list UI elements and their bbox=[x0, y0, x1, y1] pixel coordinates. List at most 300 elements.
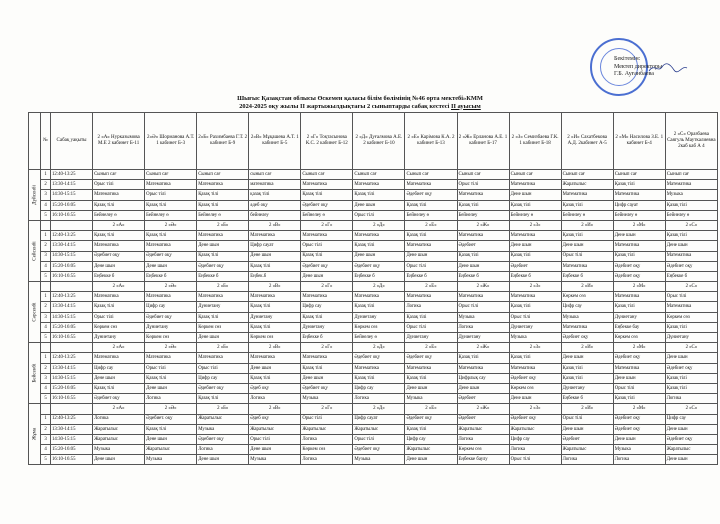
lesson-subject: Бейнелеу ө bbox=[197, 210, 249, 220]
lesson-number: 1 bbox=[41, 414, 51, 424]
class-label: 2 «Е» bbox=[405, 220, 457, 230]
lesson-subject: Цифр сауат bbox=[613, 200, 665, 210]
lesson-number: 4 bbox=[41, 261, 51, 271]
lesson-number: 2 bbox=[41, 302, 51, 312]
lesson-time: 12:40-13:25 bbox=[51, 292, 93, 302]
lesson-subject: Бейнелеу ө bbox=[301, 210, 353, 220]
lesson-subject: Қазақ тілі bbox=[509, 353, 561, 363]
lesson-time: 15:20-16:05 bbox=[51, 261, 93, 271]
lesson-subject: Көркем сөз bbox=[509, 383, 561, 393]
lesson-subject: Цифр сауат bbox=[249, 241, 301, 251]
lesson-subject: Орыс тілі bbox=[405, 322, 457, 332]
lesson-subject: Математика bbox=[457, 231, 509, 241]
lesson-subject: Дене шын bbox=[249, 363, 301, 373]
lesson-subject: Дүниетану bbox=[93, 333, 145, 343]
lesson-subject: Дене шын bbox=[405, 455, 457, 465]
class-label-row bbox=[29, 282, 718, 292]
lesson-subject: Логика bbox=[405, 302, 457, 312]
lesson-subject: Қазақ тілі bbox=[93, 200, 145, 210]
lesson-subject: Көркем сөз bbox=[93, 322, 145, 332]
lesson-subject: Орыс тілі bbox=[145, 363, 197, 373]
lesson-subject: Сынып сағ bbox=[145, 170, 197, 180]
lesson-subject: Дене шын bbox=[145, 434, 197, 444]
lesson-subject: Дене шын bbox=[405, 383, 457, 393]
lesson-subject: Дене шын bbox=[353, 251, 405, 261]
lesson-subject: Қазақ тілі bbox=[93, 302, 145, 312]
class-label: 2 «Б» bbox=[197, 282, 249, 292]
lesson-subject: Математика bbox=[509, 363, 561, 373]
lesson-row bbox=[29, 170, 718, 180]
lesson-subject: Математика bbox=[353, 363, 405, 373]
class-label: 2 «З» bbox=[509, 343, 561, 353]
lesson-subject: Дүниетану bbox=[145, 322, 197, 332]
lesson-subject: Математика bbox=[509, 231, 561, 241]
lesson-subject: Жаратылыс bbox=[249, 424, 301, 434]
lesson-subject: Логика bbox=[561, 455, 613, 465]
lesson-subject: Қазақ тілі bbox=[145, 424, 197, 434]
empty-cell bbox=[51, 220, 93, 230]
empty-cell bbox=[41, 343, 51, 353]
lesson-subject: Математика bbox=[613, 292, 665, 302]
day-cell bbox=[29, 170, 41, 221]
lesson-subject: Қазақ тілі bbox=[509, 200, 561, 210]
lesson-subject: Әдебиет оқу bbox=[93, 394, 145, 404]
lesson-subject: Жаратылыс bbox=[301, 424, 353, 434]
lesson-subject: Музыка bbox=[457, 312, 509, 322]
lesson-number: 1 bbox=[41, 170, 51, 180]
lesson-subject: Дене шын bbox=[197, 333, 249, 343]
class-label: 2 «Д» bbox=[353, 282, 405, 292]
lesson-subject: Дене шын bbox=[613, 231, 665, 241]
day-cell bbox=[29, 220, 41, 281]
lesson-subject: Қазақ тілі bbox=[613, 251, 665, 261]
lesson-subject: Цифр сау bbox=[301, 302, 353, 312]
lesson-subject: Қазақ тілі bbox=[353, 190, 405, 200]
lesson-subject: Музыка bbox=[405, 394, 457, 404]
lesson-subject: Музыка bbox=[93, 445, 145, 455]
class-label: 2 «Ж» bbox=[457, 404, 509, 414]
lesson-subject: Қазақ тілі bbox=[93, 231, 145, 241]
lesson-subject: Математика bbox=[561, 190, 613, 200]
lesson-subject: Қазақ тілі bbox=[145, 373, 197, 383]
class-label: 2 «И» bbox=[561, 343, 613, 353]
lesson-subject: Дене шын bbox=[457, 261, 509, 271]
lesson-subject: Математика bbox=[197, 231, 249, 241]
lesson-subject: Көркем сөз bbox=[457, 445, 509, 455]
lesson-subject: Әдебиет оқу bbox=[405, 190, 457, 200]
lesson-subject: Еңбекке б bbox=[561, 271, 613, 281]
lesson-subject: Дене шын bbox=[665, 455, 717, 465]
lesson-subject: Дене шын bbox=[509, 241, 561, 251]
lesson-subject: математика bbox=[249, 180, 301, 190]
class-label: 2 «Е» bbox=[405, 282, 457, 292]
lesson-subject: Математика bbox=[353, 231, 405, 241]
lesson-subject: Математика bbox=[301, 292, 353, 302]
lesson-number: 3 bbox=[41, 312, 51, 322]
lesson-subject: Қазақ тілі bbox=[353, 302, 405, 312]
empty-cell bbox=[51, 282, 93, 292]
lesson-subject: Дене шын bbox=[665, 353, 717, 363]
lesson-subject: Математика bbox=[301, 231, 353, 241]
lesson-row bbox=[29, 190, 718, 200]
lesson-row bbox=[29, 200, 718, 210]
lesson-subject: Бейнелеу ө bbox=[665, 210, 717, 220]
class-header: 2 «А» Нурказымова М.Е 2 кабинет Б-11 bbox=[93, 113, 145, 170]
lesson-row bbox=[29, 383, 718, 393]
class-label: 2 «В» bbox=[249, 343, 301, 353]
class-label: 2 «Ә» bbox=[145, 220, 197, 230]
lesson-subject: Көркем сөз bbox=[353, 322, 405, 332]
lesson-subject: Орыс тілі bbox=[509, 312, 561, 322]
lesson-subject: Музыка bbox=[561, 312, 613, 322]
lesson-subject: Еңбекке бау bbox=[613, 322, 665, 332]
lesson-row bbox=[29, 251, 718, 261]
lesson-subject: Қазақ тілі bbox=[249, 373, 301, 383]
lesson-subject: Математика bbox=[405, 363, 457, 373]
lesson-subject: Әдебиет оқу bbox=[405, 353, 457, 363]
approval-block bbox=[590, 38, 718, 102]
lesson-subject: бейнелеу bbox=[249, 210, 301, 220]
lesson-subject: Музыка bbox=[509, 333, 561, 343]
lesson-subject: Дене шын bbox=[301, 373, 353, 383]
lesson-subject: Сынып сағ bbox=[457, 170, 509, 180]
lesson-row bbox=[29, 445, 718, 455]
lesson-subject: Еңбекке б bbox=[353, 271, 405, 281]
class-label: 2 «Д» bbox=[353, 404, 405, 414]
lesson-subject: Музыка bbox=[145, 455, 197, 465]
lesson-subject: Әдеб оқу bbox=[249, 383, 301, 393]
lesson-subject: Бейнелеу ө bbox=[145, 210, 197, 220]
lesson-subject: Еңбекке б bbox=[665, 271, 717, 281]
header-row bbox=[29, 113, 718, 170]
schedule-sheet bbox=[28, 112, 718, 465]
lesson-subject: Логика bbox=[197, 445, 249, 455]
lesson-time: 14:30-15:15 bbox=[51, 434, 93, 444]
lesson-subject: Қазақ тілі bbox=[665, 322, 717, 332]
lesson-subject: Қазақ тілі bbox=[457, 251, 509, 261]
lesson-subject: Көркем сөз bbox=[561, 292, 613, 302]
lesson-subject: Дене шын bbox=[93, 373, 145, 383]
lesson-subject: Логика bbox=[457, 322, 509, 332]
lesson-subject: Әдебиет оқу bbox=[665, 363, 717, 373]
empty-cell bbox=[51, 343, 93, 353]
lesson-subject: Цифр сау bbox=[405, 434, 457, 444]
lesson-subject: Жаратылыс bbox=[665, 445, 717, 455]
lesson-time: 16:10-16:55 bbox=[51, 455, 93, 465]
lesson-subject: Математика bbox=[457, 363, 509, 373]
class-label: 2 «Ж» bbox=[457, 282, 509, 292]
lesson-subject: Цифр сау bbox=[197, 373, 249, 383]
lesson-subject: Қазақ тілі bbox=[457, 353, 509, 363]
lesson-subject: Математика bbox=[249, 292, 301, 302]
lesson-subject: Математика bbox=[613, 190, 665, 200]
day-name: Бейсенбі bbox=[31, 363, 37, 383]
lesson-subject: Әдебиет оқу bbox=[301, 383, 353, 393]
lesson-subject: Қазақ тілі bbox=[561, 363, 613, 373]
lesson-subject: Дүниетану bbox=[613, 312, 665, 322]
class-label: 2 «З» bbox=[509, 220, 561, 230]
class-label: 2 «Ж» bbox=[457, 343, 509, 353]
lesson-time: 13:30-14:15 bbox=[51, 363, 93, 373]
class-header: 2 «Д» Дуғалмова А.Е. 2 кабинет Б-10 bbox=[353, 113, 405, 170]
lesson-subject: Көркем сөз bbox=[665, 312, 717, 322]
lesson-subject: Орыс тілі bbox=[145, 190, 197, 200]
class-header: 2 «Ж» Ерланова А.Е. 1 кабинет Б-17 bbox=[457, 113, 509, 170]
lesson-subject: Цифр сау bbox=[353, 383, 405, 393]
lesson-row bbox=[29, 180, 718, 190]
lesson-subject: Әдебиет оқу bbox=[613, 261, 665, 271]
lesson-subject: Әдебиет оқу bbox=[353, 353, 405, 363]
lesson-subject: Әдебиет оқу bbox=[613, 424, 665, 434]
lesson-subject: Әдебиет. оқу bbox=[145, 414, 197, 424]
lesson-number: 5 bbox=[41, 271, 51, 281]
lesson-subject: Қазақ тілі bbox=[405, 200, 457, 210]
lesson-subject: Музыка bbox=[353, 455, 405, 465]
lesson-subject: Әдебиет оқу bbox=[561, 333, 613, 343]
lesson-subject: Орыс тілі bbox=[353, 434, 405, 444]
lesson-row bbox=[29, 394, 718, 404]
lesson-subject: Математика bbox=[665, 180, 717, 190]
lesson-subject: Қазақ тілі bbox=[509, 251, 561, 261]
lesson-time: 16:10-16:55 bbox=[51, 394, 93, 404]
title-line-1: Шығыс Қазақстан облысы Өскемен қаласы білім бөлімінің №46 орта мектебі»КММ bbox=[237, 95, 483, 102]
lesson-subject: Қазақ тілі bbox=[353, 373, 405, 383]
lesson-subject: Көркем сөз bbox=[197, 322, 249, 332]
lesson-time: 16:10-16:55 bbox=[51, 210, 93, 220]
lesson-subject: Әдебиет bbox=[457, 414, 509, 424]
lesson-subject: Логика bbox=[613, 455, 665, 465]
class-label: 2 «Б» bbox=[197, 220, 249, 230]
lesson-row bbox=[29, 261, 718, 271]
lesson-subject: Көркем сөз bbox=[613, 333, 665, 343]
lesson-subject: Әдебиет оқу bbox=[405, 414, 457, 424]
lesson-subject: Қазақ тілі bbox=[405, 424, 457, 434]
empty-cell bbox=[51, 404, 93, 414]
class-label-row bbox=[29, 220, 718, 230]
lesson-subject: Математика bbox=[197, 353, 249, 363]
lesson-time: 13:30-14:15 bbox=[51, 302, 93, 312]
lesson-subject: Еңбекке б bbox=[301, 333, 353, 343]
lesson-subject: әдеб оқу bbox=[249, 200, 301, 210]
lesson-subject: Логика bbox=[353, 394, 405, 404]
lesson-subject: Дүниетану bbox=[665, 333, 717, 343]
lesson-subject: Математика bbox=[197, 180, 249, 190]
empty-cell bbox=[41, 220, 51, 230]
lesson-time: 16:10-16:55 bbox=[51, 333, 93, 343]
lesson-subject: Орыс тілі bbox=[457, 302, 509, 312]
lesson-subject: Қазақ тілі bbox=[301, 312, 353, 322]
lesson-subject: Дене шын bbox=[665, 424, 717, 434]
class-label: 2 «Г» bbox=[301, 404, 353, 414]
lesson-subject: Қазақ тілі bbox=[353, 241, 405, 251]
class-label: 2 «Г» bbox=[301, 282, 353, 292]
class-label: 2 «Д» bbox=[353, 343, 405, 353]
lesson-subject: Қазақ тілі bbox=[509, 302, 561, 312]
lesson-subject: Орыс тілі bbox=[93, 180, 145, 190]
class-label-row bbox=[29, 404, 718, 414]
lesson-subject: Орыс тілі bbox=[561, 414, 613, 424]
schedule-body bbox=[29, 170, 718, 465]
lesson-subject: Математика bbox=[509, 292, 561, 302]
lesson-subject: Орыс тілі bbox=[301, 414, 353, 424]
lesson-subject: Қазақ тілі bbox=[665, 200, 717, 210]
class-label: 2 «Ә» bbox=[145, 282, 197, 292]
lesson-subject: Математика bbox=[613, 241, 665, 251]
class-header: 2 «М» Насилова З.Е. 1 кабинет Б-4 bbox=[613, 113, 665, 170]
lesson-subject: Бейнелеу bbox=[457, 210, 509, 220]
schedule-table bbox=[28, 112, 718, 465]
class-header: 2«Б» Рахимбаева Г.Т. 2 кабинет Б-9 bbox=[197, 113, 249, 170]
lesson-subject: Дүниетану bbox=[561, 383, 613, 393]
lesson-subject: Әдебиет bbox=[561, 434, 613, 444]
lesson-subject: Орыс тілі bbox=[405, 261, 457, 271]
day-cell bbox=[29, 282, 41, 343]
lesson-subject: Дүниетану bbox=[353, 312, 405, 322]
lesson-row bbox=[29, 312, 718, 322]
lesson-subject: Еңбекке б bbox=[145, 271, 197, 281]
class-label: 2 «Д» bbox=[353, 220, 405, 230]
lesson-subject: Дене шын bbox=[301, 271, 353, 281]
lesson-subject: Дүниетану bbox=[249, 312, 301, 322]
lesson-subject: Математика bbox=[301, 353, 353, 363]
lesson-subject: Дене шын bbox=[249, 445, 301, 455]
lesson-number: 2 bbox=[41, 241, 51, 251]
lesson-subject: Еңбек.б bbox=[249, 271, 301, 281]
approval-line: Мектеп директоры bbox=[614, 63, 663, 70]
class-label: 2 «А» bbox=[93, 282, 145, 292]
lesson-subject: Әдебиет оқу bbox=[93, 251, 145, 261]
lesson-subject: Қазақ тілі bbox=[197, 394, 249, 404]
lesson-row bbox=[29, 292, 718, 302]
class-label: 2 «С» bbox=[665, 404, 717, 414]
lesson-subject: Жаратылыс bbox=[457, 424, 509, 434]
lesson-subject: Дене шын bbox=[197, 455, 249, 465]
lesson-row bbox=[29, 434, 718, 444]
lesson-subject: Жаратылыс bbox=[509, 424, 561, 434]
class-label: 2 «В» bbox=[249, 404, 301, 414]
lesson-time: 12:40-13:25 bbox=[51, 353, 93, 363]
lesson-subject: Математика bbox=[405, 241, 457, 251]
lesson-subject: Математика bbox=[93, 241, 145, 251]
lesson-subject: Музыка bbox=[249, 455, 301, 465]
lesson-subject: Әдебиет оқу bbox=[665, 434, 717, 444]
lesson-subject: Көркем сөз bbox=[301, 445, 353, 455]
lesson-row bbox=[29, 353, 718, 363]
lesson-subject: Логика bbox=[301, 455, 353, 465]
lesson-subject: Әдебиет оқу bbox=[613, 353, 665, 363]
lesson-subject: Орыс тілі bbox=[613, 383, 665, 393]
lesson-subject: Дене шын bbox=[145, 261, 197, 271]
lesson-subject: Математика bbox=[613, 363, 665, 373]
lesson-subject: Әдебиет оқу bbox=[509, 414, 561, 424]
class-label: 2 «М» bbox=[613, 282, 665, 292]
lesson-subject: Әдебиет bbox=[457, 394, 509, 404]
lesson-subject: Сынып сағ bbox=[561, 170, 613, 180]
lesson-subject: Логика bbox=[93, 414, 145, 424]
lesson-subject: Орыс тілі bbox=[509, 455, 561, 465]
lesson-time: 15:20-16:05 bbox=[51, 383, 93, 393]
day-cell bbox=[29, 343, 41, 404]
lesson-number: 4 bbox=[41, 322, 51, 332]
class-label: 2 «З» bbox=[509, 404, 561, 414]
lesson-subject: Жаратылыс bbox=[405, 445, 457, 455]
lesson-subject: Дүниетану bbox=[457, 333, 509, 343]
lesson-time: 12:40-13:25 bbox=[51, 414, 93, 424]
lesson-subject: Әдебиет оқу bbox=[301, 261, 353, 271]
lesson-subject: Сынып сағ bbox=[613, 170, 665, 180]
day-name: Жұма bbox=[31, 428, 37, 441]
class-header: 2«Ә» Шорманова А.Т. 1 кабинет Б-3 bbox=[145, 113, 197, 170]
day-cell bbox=[29, 404, 41, 465]
lesson-subject: Орыс тілі bbox=[197, 363, 249, 373]
title-line-2 bbox=[0, 103, 720, 111]
lesson-subject: Дене шын bbox=[405, 251, 457, 261]
lesson-subject: Қазақ тілі bbox=[457, 200, 509, 210]
lesson-subject: Қазақ тілі bbox=[93, 383, 145, 393]
lesson-subject: Математика bbox=[145, 292, 197, 302]
lesson-subject: Қазақ тілі bbox=[197, 200, 249, 210]
approval-line: Бекітемін: bbox=[614, 56, 641, 62]
class-label: 2 «Ж» bbox=[457, 220, 509, 230]
lesson-number: 2 bbox=[41, 424, 51, 434]
lesson-subject: Математика bbox=[457, 292, 509, 302]
lesson-row bbox=[29, 271, 718, 281]
lesson-subject: Әдебиет оқу bbox=[613, 414, 665, 424]
lesson-subject: сынып сағ bbox=[249, 170, 301, 180]
lesson-subject: Қазақ тілі bbox=[145, 200, 197, 210]
lesson-number: 5 bbox=[41, 394, 51, 404]
class-label: 2 «З» bbox=[509, 282, 561, 292]
lesson-subject: Еңбекке баулу bbox=[457, 455, 509, 465]
class-label: 2 «А» bbox=[93, 343, 145, 353]
lesson-subject: Математика bbox=[249, 353, 301, 363]
lesson-row bbox=[29, 363, 718, 373]
class-label: 2 «С» bbox=[665, 220, 717, 230]
class-label: 2 «М» bbox=[613, 343, 665, 353]
lesson-subject: Қазақ тілі bbox=[613, 394, 665, 404]
class-label: 2 «С» bbox=[665, 343, 717, 353]
lesson-number: 3 bbox=[41, 251, 51, 261]
class-label: 2 «Г» bbox=[301, 220, 353, 230]
lesson-subject: Дене шын bbox=[613, 434, 665, 444]
lesson-time: 14:30-15:15 bbox=[51, 312, 93, 322]
lesson-subject: Әдебиет оқу bbox=[145, 251, 197, 261]
lesson-subject: Бейнелеу ө bbox=[509, 210, 561, 220]
lesson-subject: Қазақ тілі bbox=[665, 383, 717, 393]
lesson-subject: Сынып сағ bbox=[93, 170, 145, 180]
day-name: Дүйсенбі bbox=[31, 185, 37, 205]
lesson-subject: Қазақ тілі bbox=[405, 231, 457, 241]
lesson-subject: Еңбекке б bbox=[509, 271, 561, 281]
lesson-subject: Дене шын bbox=[353, 200, 405, 210]
lesson-subject: Еңбекке б bbox=[93, 271, 145, 281]
lesson-subject: Орыс тілі bbox=[353, 210, 405, 220]
lesson-subject: Жаратылыс bbox=[561, 445, 613, 455]
class-label: 2 «Г» bbox=[301, 343, 353, 353]
lesson-subject: Математика bbox=[145, 180, 197, 190]
lesson-time: 15:20-16:05 bbox=[51, 322, 93, 332]
lesson-number: 4 bbox=[41, 445, 51, 455]
director-signature bbox=[648, 62, 688, 74]
lesson-row bbox=[29, 333, 718, 343]
lesson-subject: Логика bbox=[665, 394, 717, 404]
lesson-subject: Қазақ тілі bbox=[561, 373, 613, 383]
lesson-subject: Жаратылыс bbox=[353, 424, 405, 434]
class-label: 2 «И» bbox=[561, 220, 613, 230]
lesson-subject: Әдебиет bbox=[509, 261, 561, 271]
lesson-subject: Музыка bbox=[665, 190, 717, 200]
lesson-subject: Жаратылыс bbox=[93, 424, 145, 434]
